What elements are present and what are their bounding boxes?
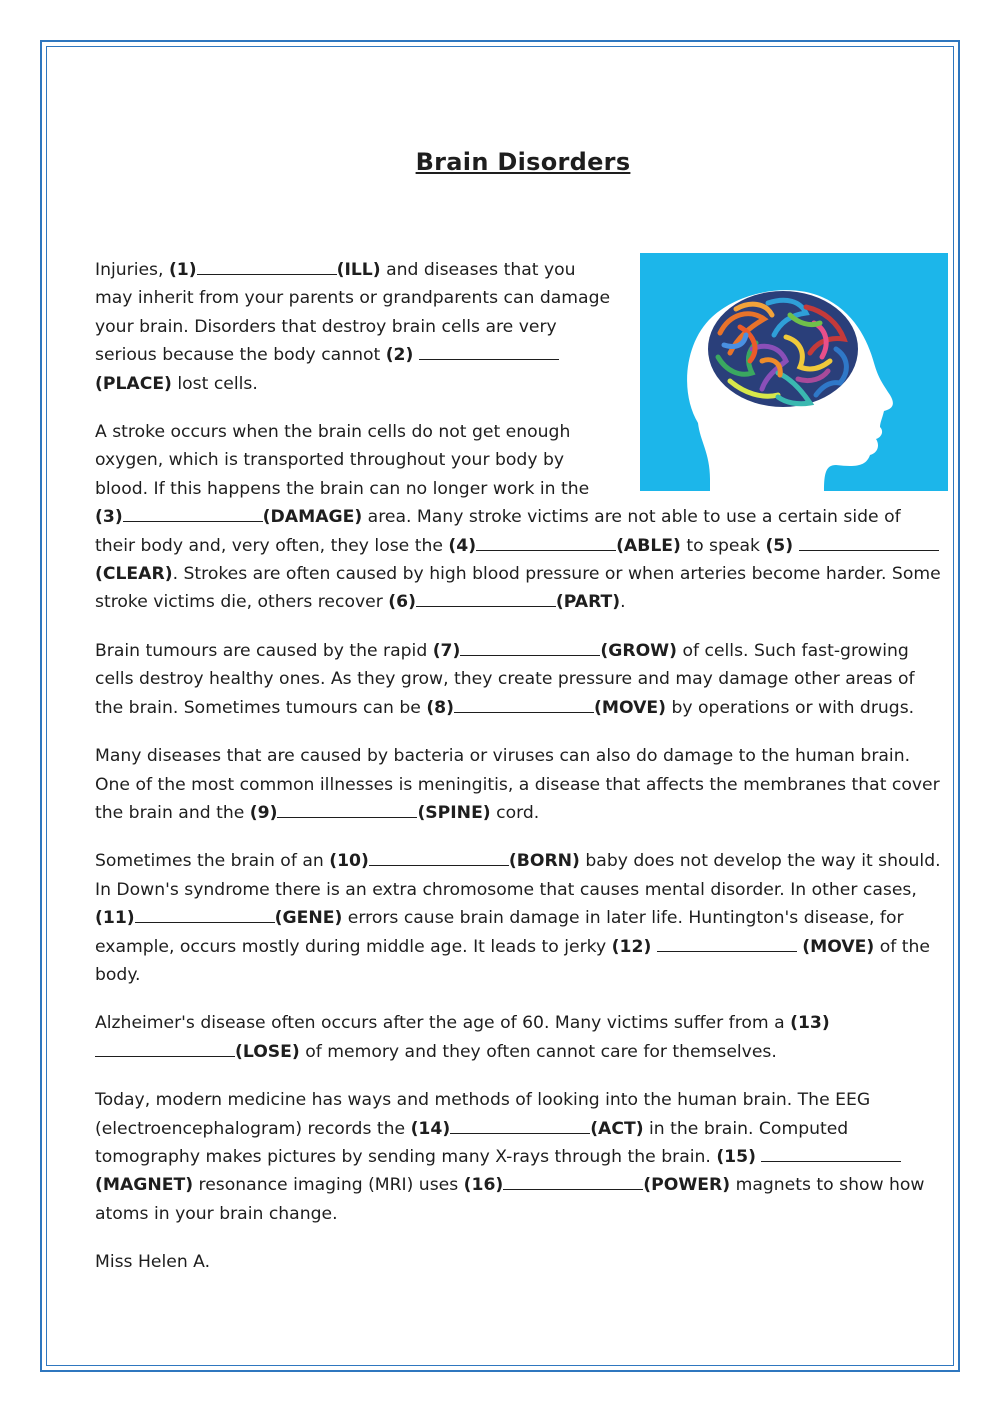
question-number: (5): [765, 535, 794, 556]
answer-blank[interactable]: [503, 1171, 643, 1190]
body-text: Brain tumours are caused by the rapid: [95, 640, 433, 661]
paragraph-4: [95, 742, 943, 827]
word-hint: (ACT): [590, 1118, 644, 1139]
body-text: A stroke occurs when the brain cells do not get enough oxygen, which is transported throughout your body by blood. If this happens the brain can no longer work in the: [95, 422, 590, 499]
paragraph-5: [95, 847, 943, 989]
word-hint: (GROW): [600, 640, 677, 661]
question-number: (11): [95, 908, 135, 929]
answer-blank[interactable]: [476, 532, 616, 551]
answer-blank[interactable]: [369, 847, 509, 866]
answer-blank[interactable]: [95, 1038, 235, 1057]
question-number: (14): [410, 1118, 451, 1139]
word-hint: (CLEAR): [95, 564, 173, 585]
question-number: (9): [249, 802, 278, 823]
answer-blank[interactable]: [799, 532, 939, 551]
body-text: .: [620, 592, 626, 613]
body-text: errors cause brain damage in later life. Huntington's disease, for example, occurs mostly during middle age. It leads to jerky: [95, 908, 904, 957]
body-text: area. Many stroke victims are not able to use a certain side of their body and, very often, they lose the: [95, 507, 901, 556]
paragraph-3: [95, 637, 943, 722]
question-number: (7): [432, 640, 461, 661]
question-number: (2): [385, 345, 414, 366]
word-hint: (PART): [555, 592, 621, 613]
word-hint: (MOVE): [594, 697, 667, 718]
body-text: magnets to show how atoms in your brain change.: [95, 1175, 925, 1224]
question-number: (13): [790, 1013, 830, 1034]
question-number: (4): [448, 535, 477, 556]
word-hint: (BORN): [508, 851, 580, 872]
body-text: lost cells.: [171, 373, 258, 394]
paragraph-7: [95, 1086, 943, 1228]
word-hint: (PLACE): [95, 373, 172, 394]
word-hint: (LOSE): [235, 1041, 300, 1062]
body-text: of the body.: [95, 936, 930, 985]
answer-blank[interactable]: [419, 341, 559, 360]
body-text: Injuries,: [95, 260, 169, 280]
body-text: by operations or with drugs.: [666, 697, 915, 718]
body-text: . Strokes are often caused by high blood pressure or when arteries become harder. Some stroke victims die, others recover: [95, 564, 941, 613]
body-text: in the brain. Computed tomography makes pictures by sending many X-rays through the brain.: [95, 1118, 849, 1167]
page-title: Brain Disorders: [415, 148, 631, 176]
answer-blank[interactable]: [450, 1115, 590, 1134]
answer-blank[interactable]: [123, 503, 263, 522]
paragraph-6: [95, 1009, 943, 1066]
body-text: to speak: [680, 535, 766, 556]
word-hint: (GENE): [274, 908, 343, 929]
answer-blank[interactable]: [460, 637, 600, 656]
body-text: and diseases that you may inherit from your parents or grandparents can damage your brain. Disorders that destroy brain cells are very serious because the body cannot: [95, 260, 611, 366]
body-text: Alzheimer's disease often occurs after the age of 60. Many victims suffer from a: [95, 1013, 791, 1034]
answer-blank[interactable]: [416, 588, 556, 607]
body-text: baby does not develop the way it should. In Down's syndrome there is an extra chromosome that causes mental disorder. In other cases,: [95, 851, 941, 900]
answer-blank[interactable]: [761, 1143, 901, 1162]
body-text: Many diseases that are caused by bacteria or viruses can also do damage to the human brain. One of the most common illnesses is meningitis, a disease that affects the membranes that cover the brain and the: [95, 746, 940, 823]
question-number: (15): [716, 1146, 756, 1167]
word-hint: (DAMAGE): [262, 507, 363, 528]
signature: Miss Helen A.: [95, 1252, 211, 1273]
question-number: (3): [95, 507, 123, 528]
body-text: of memory and they often cannot care for themselves.: [299, 1041, 777, 1062]
answer-blank[interactable]: [277, 799, 417, 818]
body-text: cord.: [490, 802, 540, 823]
body-text: of cells. Such fast-growing cells destroy healthy ones. As they grow, they create pressure and may damage other areas of the brain. Sometimes tumours can be: [95, 640, 915, 718]
body-text: Sometimes the brain of an: [95, 851, 330, 872]
word-hint: (MOVE): [802, 936, 875, 957]
answer-blank[interactable]: [197, 256, 337, 275]
question-number: (8): [426, 697, 454, 718]
word-hint: (ABLE): [616, 535, 681, 556]
question-number: (1): [168, 260, 197, 280]
worksheet-text: [95, 256, 943, 1297]
word-hint: (POWER): [643, 1175, 731, 1196]
body-text: resonance imaging (MRI) uses: [193, 1175, 464, 1196]
illustration-spacer: [613, 256, 943, 488]
word-hint: (ILL): [336, 260, 381, 280]
body-text: Today, modern medicine has ways and methods of looking into the human brain. The EEG (electroencephalogram) records the: [95, 1090, 871, 1139]
question-number: (6): [388, 592, 416, 613]
answer-blank[interactable]: [657, 933, 797, 952]
question-number: (10): [329, 851, 369, 872]
answer-blank[interactable]: [135, 904, 275, 923]
answer-blank[interactable]: [454, 694, 594, 713]
word-hint: (SPINE): [417, 802, 491, 823]
question-number: (12): [611, 936, 652, 957]
word-hint: (MAGNET): [95, 1175, 194, 1196]
question-number: (16): [463, 1175, 504, 1196]
